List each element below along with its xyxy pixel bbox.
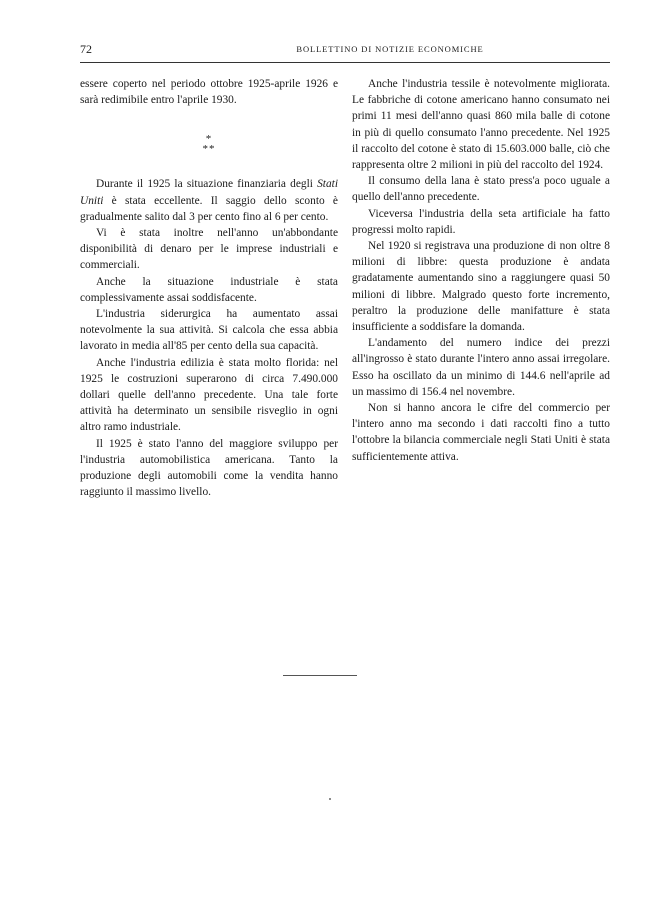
end-rule	[283, 675, 357, 676]
paragraph: Nel 1920 si registrava una produzione di non oltre 8 milioni di libbre: questa produzione è andata gradatamente aumentando sino a raggiungere quasi 50 milioni di libbre. Malgrado questo forte incremento, peraltro la produzione delle manifatture è stata insufficiente a soddisfare la domanda.	[352, 240, 610, 334]
paragraph: L'andamento del numero indice dei prezzi all'ingrosso è stato durante l'intero anno assai irregolare. Esso ha oscillato da un minimo di 144.6 nell'aprile ad un massimo di 156.4 nel novembre.	[352, 337, 610, 398]
paragraph-text: Durante il 1925 la situazione finanziaria degli	[96, 178, 318, 191]
running-title: BOLLETTINO DI NOTIZIE ECONOMICHE	[296, 44, 484, 54]
page-number: 72	[80, 42, 92, 56]
left-column	[80, 76, 338, 500]
paragraph: Il 1925 è stato l'anno del maggiore sviluppo per l'industria automobilistica americana. Tanto la produzione degli automobili come la vendita hanno raggiunto il massimo livello.	[80, 437, 338, 499]
emphasis-stati-uniti: Stati Uniti	[80, 178, 338, 207]
print-speck	[329, 798, 331, 800]
paragraph: Anche l'industria edilizia è stata molto florida: nel 1925 le costruzioni superarono di circa 7.490.000 dollari quelle dell'anno precedente. Una tale forte attività ha determinato un sensibile risveglio in ogni altro ramo industriale.	[80, 356, 338, 434]
ornament-star-top: *	[205, 133, 213, 146]
paragraph: Anche la situazione industriale è stata complessivamente assai soddisfacente.	[80, 275, 338, 304]
section-ornament	[80, 134, 338, 154]
paragraph: Il consumo della lana è stato press'a poco uguale a quello dell'anno precedente.	[352, 175, 610, 204]
right-column	[352, 76, 610, 465]
page-header	[80, 42, 610, 58]
paragraph-text: è stata eccellente. Il saggio dello sconto è gradualmente salito dal 3 per cento fino al 6 per cento.	[80, 194, 338, 223]
header-rule	[80, 62, 610, 63]
ornament-stars-bottom: **	[202, 143, 216, 156]
paragraph: Vi è stata inoltre nell'anno un'abbondante disponibilità di denaro per le imprese industriali e commerciali.	[80, 227, 338, 272]
paragraph	[80, 176, 338, 225]
paragraph: essere coperto nel periodo ottobre 1925-aprile 1926 e sarà redimibile entro l'aprile 1930.	[80, 78, 338, 107]
paragraph: L'industria siderurgica ha aumentato assai notevolmente la sua attività. Si calcola che essa abbia lavorato in media all'85 per cento della sua capacità.	[80, 308, 338, 353]
paragraph: Viceversa l'industria della seta artificiale ha fatto progressi molto rapidi.	[352, 207, 610, 236]
paragraph: Anche l'industria tessile è notevolmente migliorata. Le fabbriche di cotone americano hanno consumato nei primi 11 mesi dell'anno quasi 860 mila balle di cotone in più di quello consumato l'anno precedente. Nel 1925 il raccolto del cotone è stato di 15.603.000 balle, ciò che rappresenta oltre 2 milioni in più del raccolto del 1924.	[352, 78, 610, 172]
paragraph: Non si hanno ancora le cifre del commercio per l'intero anno ma secondo i dati raccolti fino a tutto l'ottobre la bilancia commerciale negli Stati Uniti è stata sufficientemente attiva.	[352, 402, 610, 463]
